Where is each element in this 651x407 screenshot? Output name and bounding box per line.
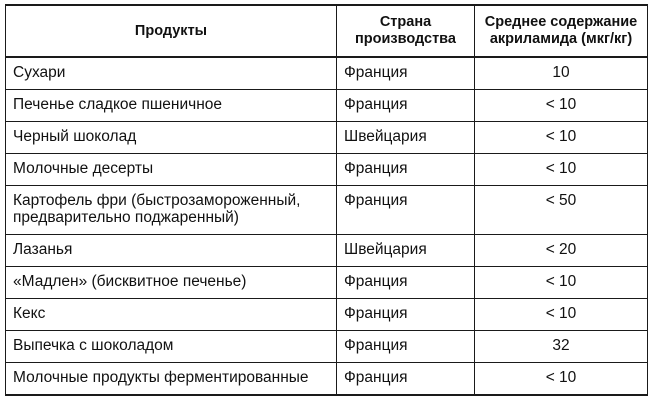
header-row <box>6 5 648 57</box>
table-header <box>6 5 648 57</box>
product-cell: Кекс <box>6 299 337 331</box>
country-cell: Франция <box>337 363 475 396</box>
product-cell: Молочные продукты ферментированные <box>6 363 337 396</box>
country-cell: Швейцария <box>337 235 475 267</box>
country-cell: Франция <box>337 186 475 235</box>
acrylamide-value-cell: 32 <box>475 331 648 363</box>
acrylamide-value-cell: < 20 <box>475 235 648 267</box>
product-cell: «Мадлен» (бисквитное печенье) <box>6 267 337 299</box>
table-row <box>6 267 648 299</box>
product-cell: Выпечка с шоколадом <box>6 331 337 363</box>
country-cell: Франция <box>337 331 475 363</box>
acrylamide-table <box>5 4 648 396</box>
acrylamide-value-cell: 10 <box>475 57 648 90</box>
country-cell: Франция <box>337 90 475 122</box>
product-cell: Картофель фри (быстрозамороженный, предварительно поджаренный) <box>6 186 337 235</box>
header-country: Страна производства <box>337 5 475 57</box>
country-cell: Франция <box>337 57 475 90</box>
product-cell: Печенье сладкое пшеничное <box>6 90 337 122</box>
acrylamide-value-cell: < 10 <box>475 90 648 122</box>
country-cell: Франция <box>337 154 475 186</box>
table-row <box>6 331 648 363</box>
country-cell: Швейцария <box>337 122 475 154</box>
product-cell: Черный шоколад <box>6 122 337 154</box>
header-products: Продукты <box>6 5 337 57</box>
acrylamide-value-cell: < 10 <box>475 299 648 331</box>
table-row <box>6 154 648 186</box>
table-row <box>6 57 648 90</box>
product-cell: Молочные десерты <box>6 154 337 186</box>
product-cell: Сухари <box>6 57 337 90</box>
table-row <box>6 122 648 154</box>
acrylamide-value-cell: < 10 <box>475 267 648 299</box>
table-row <box>6 186 648 235</box>
acrylamide-value-cell: < 10 <box>475 363 648 396</box>
country-cell: Франция <box>337 299 475 331</box>
product-cell: Лазанья <box>6 235 337 267</box>
table-row <box>6 235 648 267</box>
table-body <box>6 57 648 395</box>
header-acrylamide-content: Среднее содержание акриламида (мкг/кг) <box>475 5 648 57</box>
table-row <box>6 299 648 331</box>
acrylamide-value-cell: < 50 <box>475 186 648 235</box>
acrylamide-value-cell: < 10 <box>475 154 648 186</box>
acrylamide-value-cell: < 10 <box>475 122 648 154</box>
table-row <box>6 363 648 396</box>
table-row <box>6 90 648 122</box>
country-cell: Франция <box>337 267 475 299</box>
